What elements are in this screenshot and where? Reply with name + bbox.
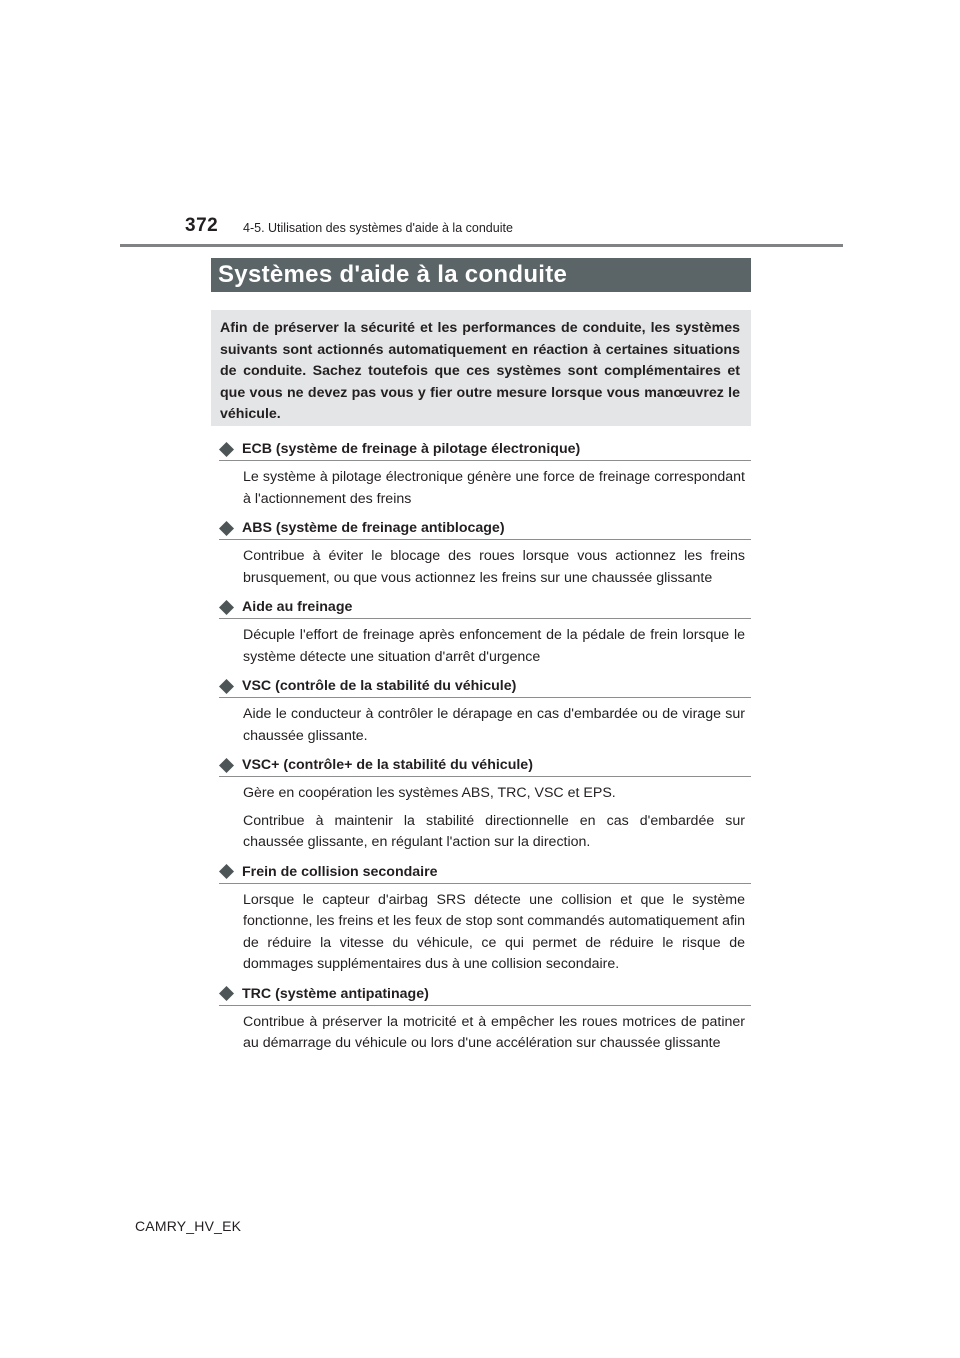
feature-heading-text: Frein de collision secondaire (242, 863, 438, 880)
section-title: Systèmes d'aide à la conduite (211, 258, 751, 292)
diamond-bullet-icon (219, 679, 234, 694)
feature-heading (219, 439, 751, 461)
feature-item-vsc (219, 676, 751, 747)
intro-box (211, 310, 751, 426)
feature-description: Lorsque le capteur d'airbag SRS détecte une collision et que le système fonctionne, les freins et les feux de stop sont commandés automatiquement afin de réduire la vitesse du véhicule, ce qui permet de réduire le risque de dommages supplémentaires dus à une collision secondaire. (243, 891, 745, 972)
feature-heading-text: TRC (système antipatinage) (242, 985, 429, 1002)
feature-description: Contribue à préserver la motricité et à empêcher les roues motrices de patiner au démarrage du véhicule ou lors d'une accélération sur chaussée glissante (243, 1013, 745, 1051)
feature-item-brake-assist (219, 597, 751, 668)
feature-item-trc (219, 984, 751, 1055)
feature-heading (219, 755, 751, 777)
feature-heading-text: ECB (système de freinage à pilotage électronique) (242, 441, 581, 457)
feature-description: Contribue à éviter le blocage des roues lorsque vous actionnez les freins brusquement, ou que vous actionnez les freins sur une chaussée glissante (243, 548, 745, 586)
feature-item-ecb (219, 439, 751, 510)
feature-heading (219, 676, 751, 698)
feature-description: Contribue à maintenir la stabilité directionnelle en cas d'embardée sur chaussée glissante, en régulant l'action sur la direction. (243, 812, 745, 850)
feature-description: Aide le conducteur à contrôler le dérapage en cas d'embardée ou de virage sur chaussée glissante. (243, 706, 745, 744)
feature-list (219, 439, 751, 1063)
diamond-bullet-icon (219, 442, 234, 457)
diamond-bullet-icon (219, 864, 234, 879)
feature-heading-text: ABS (système de freinage antiblocage) (242, 520, 505, 536)
feature-item-vsc-plus (219, 755, 751, 854)
diamond-bullet-icon (219, 600, 234, 615)
feature-heading-text: Aide au freinage (242, 599, 353, 615)
chapter-title: 4-5. Utilisation des systèmes d'aide à la conduite (243, 221, 513, 235)
diamond-bullet-icon (219, 986, 234, 1001)
feature-heading-text: VSC (contrôle de la stabilité du véhicule) (242, 678, 517, 694)
feature-heading (219, 518, 751, 540)
feature-item-secondary-collision-brake (219, 862, 751, 976)
page-number: 372 (185, 215, 219, 236)
diamond-bullet-icon (219, 521, 234, 536)
feature-heading (219, 984, 751, 1006)
header-divider (120, 244, 843, 247)
feature-heading-text: VSC+ (contrôle+ de la stabilité du véhicule) (242, 757, 533, 773)
feature-item-abs (219, 518, 751, 589)
feature-heading (219, 597, 751, 619)
feature-description: Décuple l'effort de freinage après enfoncement de la pédale de frein lorsque le système détecte une situation d'arrêt d'urgence (243, 627, 745, 665)
intro-text: Afin de préserver la sécurité et les performances de conduite, les systèmes suivants sont actionnés automatiquement en réaction à certaines situations de conduite. Sachez toutefois que ces systèmes sont complémentaires et que vous ne devez pas vous y fier outre mesure lorsque vous manœuvrez le véhicule. (220, 320, 740, 422)
feature-heading (219, 862, 751, 884)
feature-description: Gère en coopération les systèmes ABS, TRC, VSC et EPS. (243, 785, 616, 801)
feature-description: Le système à pilotage électronique génère une force de freinage correspondant à l'actionnement des freins (243, 469, 745, 507)
diamond-bullet-icon (219, 758, 234, 773)
model-code: CAMRY_HV_EK (135, 1218, 242, 1234)
